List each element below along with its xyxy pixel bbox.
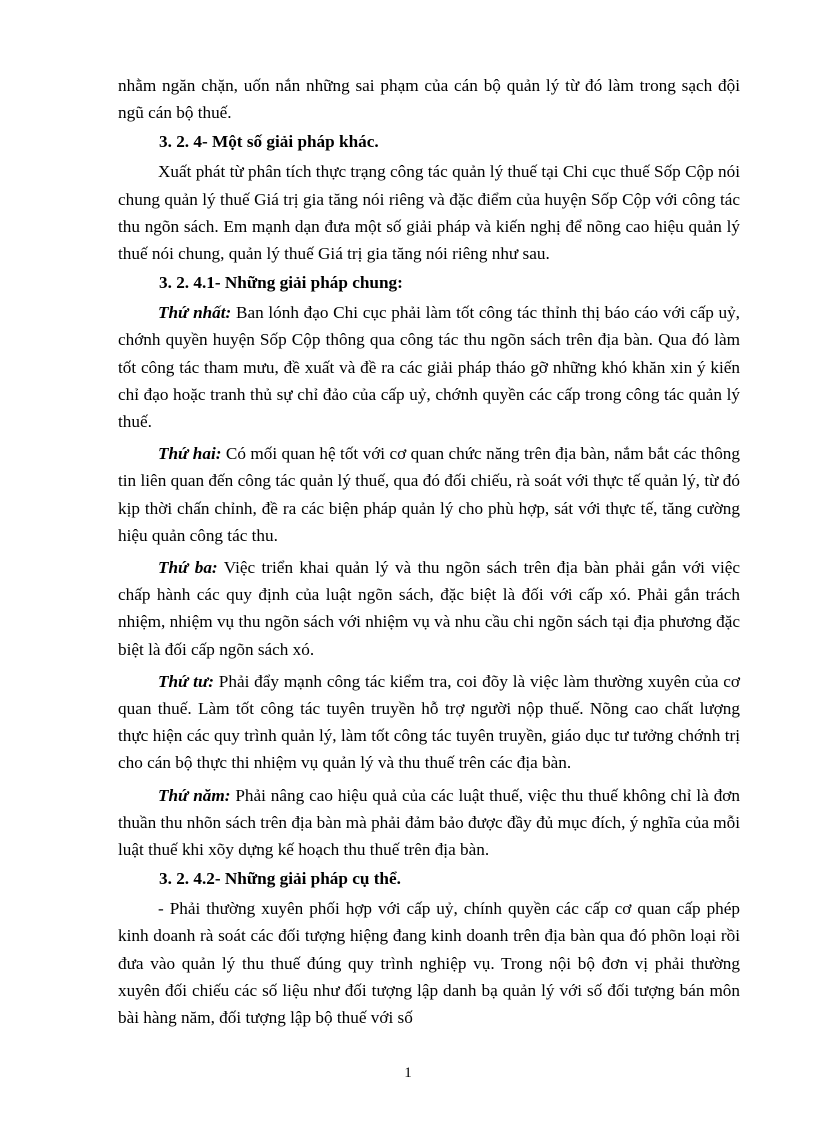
paragraph-lead: Thứ nhất: <box>158 303 232 323</box>
paragraph-body: Phải đẩy mạnh công tác kiểm tra, coi đõy là việc làm thường xuyên của cơ quan thuế. Làm tốt công tác tuyên truyền hỗ trợ người nộp thuế. Nõng cao chất lượng thực hiện các quy trình quản lý, làm tốt công tác tuyên truyền, giáo dục tư tưởng chớnh trị cho cán bộ thực thi nhiệm vụ quản lý và thu thuế trên các địa bàn. <box>118 671 741 773</box>
paragraph-thu-ba <box>118 554 740 663</box>
paragraph-body: Ban lónh đạo Chi cục phải làm tốt công tác thỉnh thị báo cáo với cấp uỷ, chớnh quyền huyện Sốp Cộp thông qua công tác thu ngõn sách trên địa bàn. Qua đó làm tốt công tác tham mưu, đề xuất và đề ra các giải pháp tháo gỡ những khó khăn xin ý kiến chỉ đạo hoặc tranh thủ sự chỉ đảo của cấp uỷ, chớnh quyền các cấp trong công tác quản lý thuế. <box>118 303 740 432</box>
paragraph-thu-tu <box>118 668 740 777</box>
paragraph-body: Việc triển khai quản lý và thu ngõn sách trên địa bàn phải gắn với việc chấp hành các quy định của luật ngõn sách, đặc biệt là đối với cấp xó. Phải gắn trách nhiệm, nhiệm vụ thu ngõn sách với nhiệm vụ và nhu cầu chi ngõn sách tại địa phương đặc biệt là đối cấp ngõn sách xó. <box>118 558 740 659</box>
paragraph-intro: Xuất phát từ phân tích thực trạng công tác quản lý thuế tại Chi cục thuế Sốp Cộp nói chung quản lý thuế Giá trị gia tăng nói riêng và đặc điểm của huyện Sốp Cộp với công tác thu ngõn sách. Em mạnh dạn đưa một số giải pháp và kiến nghị để nõng cao hiệu quản lý thuế nói chung, quản lý thuế Giá trị gia tăng nói riêng như sau. <box>118 162 740 264</box>
paragraph-thu-hai <box>118 440 740 549</box>
page-number: 1 <box>404 1065 412 1081</box>
paragraph-giai-phap-cu-the: - Phải thường xuyên phối hợp với cấp uỷ, chính quyền các cấp cơ quan cấp phép kinh doanh rà soát các đối tượng hiệng đang kinh doanh trên địa bàn qua đó phõn loại rồi đưa vào quản lý thu thuế đúng quy trình nghiệp vụ. Trong nội bộ đơn vị phải thường xuyên đối chiếu các số liệu như đối tượng lập danh bạ quản lý với số đối tượng bán môn bài hàng năm, đối tượng lập bộ thuế với số <box>118 899 740 1028</box>
paragraph-lead: Thứ năm: <box>158 785 231 805</box>
paragraph-body: Có mối quan hệ tốt với cơ quan chức năng trên địa bàn, nắm bắt các thông tin liên quan đến công tác quản lý thuế, qua đó đối chiếu, rà soát với thực tế quản lý, từ đó kịp thời chấn chỉnh, đề ra các biện pháp quản lý cho phù hợp, sát với thực tế, tăng cường hiệu quản công tác thu. <box>118 444 740 545</box>
paragraph-thu-nhat <box>118 299 740 435</box>
section-heading-3-2-4-2: 3. 2. 4.2- Những giải pháp cụ thể. <box>159 869 401 889</box>
paragraph-lead: Thứ tư: <box>158 671 214 691</box>
paragraph-lead: Thứ hai: <box>158 444 222 464</box>
paragraph-thu-nam <box>118 782 740 864</box>
section-heading-3-2-4-1: 3. 2. 4.1- Những giải pháp chung: <box>159 273 403 293</box>
document-page <box>118 72 740 1031</box>
section-heading-3-2-4: 3. 2. 4- Một số giải pháp khác. <box>159 132 379 152</box>
paragraph-continuation: nhằm ngăn chặn, uốn nắn những sai phạm của cán bộ quản lý từ đó làm trong sạch đội ngũ cán bộ thuế. <box>118 76 740 123</box>
paragraph-lead: Thứ ba: <box>158 558 218 578</box>
paragraph-body: Phải nâng cao hiệu quả của các luật thuế, việc thu thuế không chỉ là đơn thuần thu nhõn sách trên địa bàn mà phải đảm bảo được đầy đủ mục đích, ý nghĩa của mỗi luật thuế khi xõy dựng kế hoạch thu thuế trên địa bàn. <box>118 785 740 860</box>
